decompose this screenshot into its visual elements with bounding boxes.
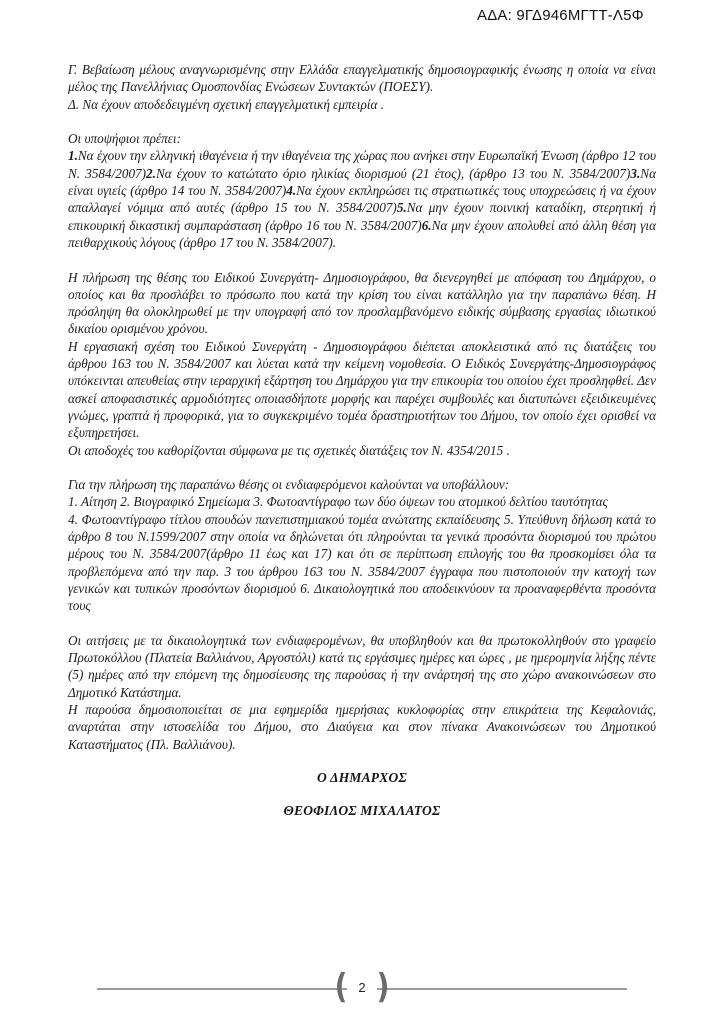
paragraph-salary: Οι αποδοχές του καθορίζονται σύμφωνα με τις σχετικές διατάξεις τον Ν. 4354/2015 .: [68, 442, 510, 458]
ada-code: ΑΔΑ: 9ΓΔ946ΜΓΤΤ-Λ5Φ: [477, 7, 644, 24]
paragraph-employment-relation: Η εργασιακή σχέση του Ειδικού Συνεργάτη - Δημοσιογράφου διέπεται αποκλειστικά από τις διατάξεις του άρθρου 163 του Ν. 3584/2007 και λύεται κατά την κείμενη νομοθεσία. Ο Ειδικός Συνεργάτης-Δημοσιογράφος υπόκεινται απευθείας στην ιεραρχική εξάρτηση του Δημάρχου για την επικουρία του οποίου έχει προσληφθεί. Δεν ασκεί αποφασιστικές αρμοδιότητες οποιασδήποτε μορφής και παρέχει συμβουλές και διατυπώνει εξειδικευμένες γνώμες, γραπτά ή προφορικά, για το συγκεκριμένο τομέα δραστηριοτήτων του Δήμου, τον οποίο έχει ορισθεί να εξυπηρετήσει.: [68, 338, 656, 441]
paragraph-applications: Οι αιτήσεις με τα δικαιολογητικά των ενδιαφερομένων, θα υποβληθούν και θα πρωτοκολληθούν στο γραφείο Πρωτοκόλλου (Πλατεία Βαλλιάνου, Αργοστόλι) κατά τις εργάσιμες ημέρες και ώρες , με ημερομηνία λήξης πέντε (5) ημέρες από την επόμενη της δημοσίευσης της παρούσας ή την ανάρτησή της στο χώρο ανακοινώσεων στο Δημοτικό Κατάστημα.: [68, 632, 656, 700]
paragraph-position-filling: Η πλήρωση της θέσης του Ειδικού Συνεργάτη- Δημοσιογράφου, θα διενεργηθεί με απόφαση του Δημάρχου, ο οποίος και θα προσλάβει το πρόσωπο που κατά την κρίση του είναι κατάλληλο για την παραπάνω θέση. Η πρόσληψη θα ολοκληρωθεί με την υπογραφή από τον προσλαμβανόμενο ειδικής σύμβασης εργασίας ιδιωτικού δικαίου ορισμένου χρόνου.: [68, 269, 656, 337]
document-body: [68, 61, 656, 753]
page-number-right-bracket: ): [376, 966, 390, 1007]
paragraph-requirement-c: Γ. Βεβαίωση μέλους αναγνωρισμένης στην Ελλάδα επαγγελματικής δημοσιογραφικής ένωσης η οποία να είναι μέλος της Πανελλήνιας Ομοσπονδίας Ενώσεων Συντακτών (ΠΟΕΣΥ).: [68, 62, 656, 95]
paragraph-documents-4-6: 4. Φωτοαντίγραφο τίτλου σπουδών πανεπιστημιακού τομέα ανώτατης εκπαίδευσης 5. Υπεύθυνη δήλωση κατά το άρθρο 8 του Ν.1599/2007 στην οποία να δηλώνεται ότι πληρούνται τα γενικά προσόντα διορισμού του πρώτου μέρους του Ν. 3584/2007(άρθρο 11 έως και 17) και ότι σε περίπτωση επιλογής του θα προσκομίσει όλα τα προβλεπόμενα από την παρ. 3 του άρθρου 163 του Ν. 3584/2007 έγγραφα που πιστοποιούν την κατοχή των γενικών και τυπικών προσόντων διορισμού 6. Δικαιολογητικά που αποδεικνύουν τα προαναφερθέντα προσόντα τους: [68, 511, 656, 614]
paragraph-submission-intro: Για την πλήρωση της παραπάνω θέσης οι ενδιαφερόμενοι καλούνται να υποβάλλουν:: [68, 477, 510, 493]
signature-name: ΘΕΟΦΙΛΟΣ ΜΙΧΑΛΑΤΟΣ: [283, 803, 441, 818]
signature-title: Ο ΔΗΜΑΡΧΟΣ: [317, 770, 407, 785]
page-number: 2: [347, 973, 376, 1002]
paragraph-publication: Η παρούσα δημοσιοποιείται σε μια εφημερίδα ημερήσιας κυκλοφορίας στην επικράτεια της Κεφαλονιάς, αναρτάται στην ιστοσελίδα του Δήμου, στο Διαύγεια και στον πίνακα Ανακοινώσεων του Δημοτικού Καταστήματος (Πλ. Βαλλιάνου).: [68, 701, 656, 752]
footer-page-number-block: [0, 966, 724, 1007]
paragraph-numbered-requirements: 1.Να έχουν την ελληνική ιθαγένεια ή την ιθαγένεια της χώρας που ανήκει στην Ευρωπαϊκή Ένωση (άρθρο 12 του Ν. 3584/2007)2.Να έχουν το κατώτατο όριο ηλικίας διορισμού (21 έτος), (άρθρο 13 του Ν. 3584/2007)3.Να είναι υγιείς (άρθρο 14 του Ν. 3584/2007)4.Να έχουν εκπληρώσει τις στρατιωτικές τους υποχρεώσεις ή να έχουν απαλλαγεί νόμιμα από αυτές (άρθρο 15 του Ν. 3584/2007)5.Να μην έχουν ποινική καταδίκη, στερητική ή επικουρική δικαστική συμπαράσταση (άρθρο 16 του Ν. 3584/2007)6.Να μην έχουν απολυθεί από άλλη θέση για πειθαρχικούς λόγους (άρθρο 17 του Ν. 3584/2007).: [68, 148, 656, 250]
paragraph-requirement-d: Δ. Να έχουν αποδεδειγμένη σχετική επαγγελματική εμπειρία .: [68, 96, 384, 112]
page-number-left-bracket: (: [334, 966, 348, 1007]
heading-candidates-must: Οι υποψήφιοι πρέπει:: [68, 131, 181, 147]
signature-block: [0, 770, 724, 819]
paragraph-documents-1-3: 1. Αίτηση 2. Βιογραφικό Σημείωμα 3. Φωτοαντίγραφο των δύο όψεων του ατομικού δελτίου ταυτότητας: [68, 494, 608, 510]
